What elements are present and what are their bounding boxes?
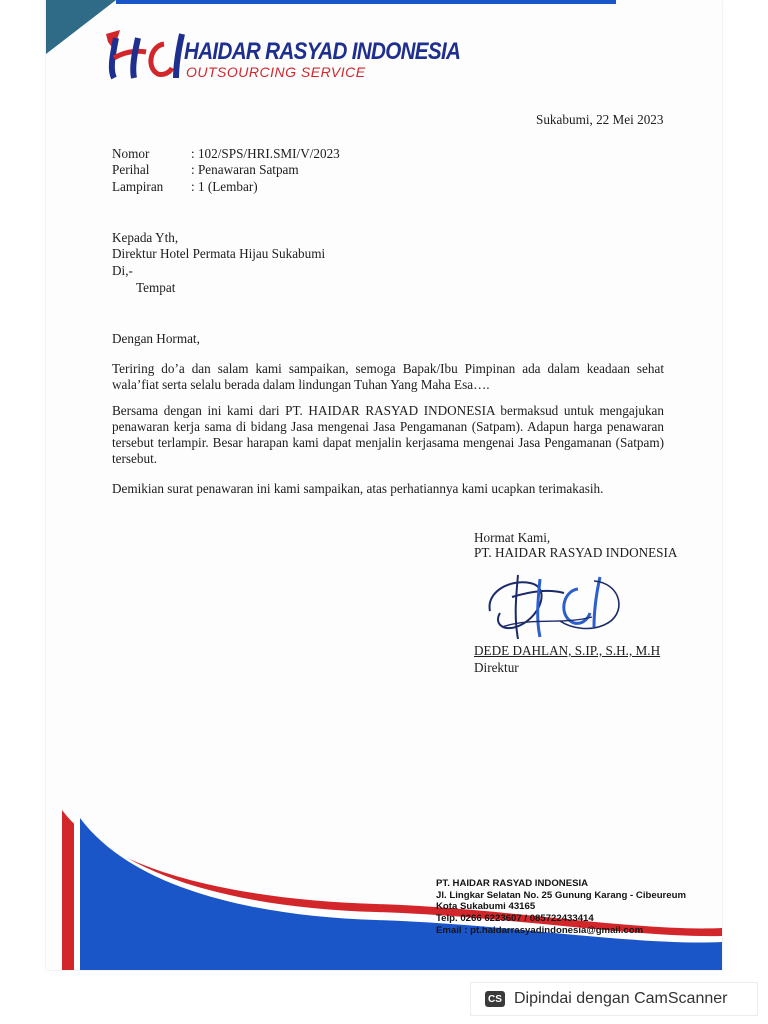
- footer-phone: Telp. 0266 6223607 / 085722433414: [436, 913, 594, 924]
- company-logo-icon: [102, 28, 188, 84]
- recipient-line-3: Di,-: [112, 263, 133, 278]
- signer-title: Direktur: [474, 660, 519, 675]
- closing-company: PT. HAIDAR RASYAD INDONESIA: [474, 545, 678, 560]
- footer-address-line-1: Jl. Lingkar Selatan No. 25 Gunung Karang - Cibeureum: [436, 890, 687, 901]
- footer-company: PT. HAIDAR RASYAD INDONESIA: [436, 878, 589, 889]
- signature-stamp: [482, 567, 632, 647]
- footer-email: Email : pt.haidarrasyadindonesia@gmail.com: [436, 925, 644, 936]
- company-tagline: OUTSOURCING SERVICE: [186, 64, 366, 80]
- footer-wave-decoration: [46, 800, 722, 970]
- camscanner-icon: CS: [485, 991, 505, 1007]
- camscanner-label: Dipindai dengan CamScanner: [514, 990, 728, 1007]
- company-name: HAIDAR RASYAD INDONESIA: [184, 38, 461, 65]
- closing-greeting: Hormat Kami,: [474, 530, 551, 545]
- meta-label-perihal: Perihal: [112, 162, 150, 177]
- signer-name: DEDE DAHLAN, S.IP., S.H., M.H: [474, 643, 661, 658]
- meta-label-lampiran: Lampiran: [112, 179, 164, 194]
- recipient-line-2: Direktur Hotel Permata Hijau Sukabumi: [112, 246, 326, 261]
- paragraph-1: Teriring do’a dan salam kami sampaikan, semoga Bapak/Ibu Pimpinan ada dalam keadaan sehat wala’fiat serta selalu berada dalam lindungan Tuhan Yang Maha Esa….: [112, 361, 664, 392]
- meta-value-perihal: : Penawaran Satpam: [191, 162, 299, 177]
- recipient-line-1: Kepada Yth,: [112, 230, 179, 245]
- place-date: Sukabumi, 22 Mei 2023: [536, 112, 664, 127]
- letter-page: [46, 0, 722, 970]
- meta-value-nomor: : 102/SPS/HRI.SMI/V/2023: [191, 146, 340, 161]
- paragraph-2: Bersama dengan ini kami dari PT. HAIDAR RASYAD INDONESIA bermaksud untuk mengajukan penawaran kerja sama di bidang Jasa mengenai Jasa Pengamanan (Satpam). Adapun harga penawaran tersebut terlampir. Besar harapan kami dapat menjalin kerjasama mengenai Jasa Pengamanan (Satpam) tersebut.: [112, 403, 664, 466]
- recipient-line-4: Tempat: [136, 280, 176, 295]
- salutation: Dengan Hormat,: [112, 331, 200, 346]
- top-band: [116, 0, 616, 4]
- camscanner-badge: [470, 982, 758, 1016]
- meta-value-lampiran: : 1 (Lembar): [191, 179, 258, 194]
- footer-address-line-2: Kota Sukabumi 43165: [436, 901, 536, 912]
- paragraph-3: Demikian surat penawaran ini kami sampaikan, atas perhatiannya kami ucapkan terimakasih.: [112, 481, 604, 496]
- meta-label-nomor: Nomor: [112, 146, 150, 161]
